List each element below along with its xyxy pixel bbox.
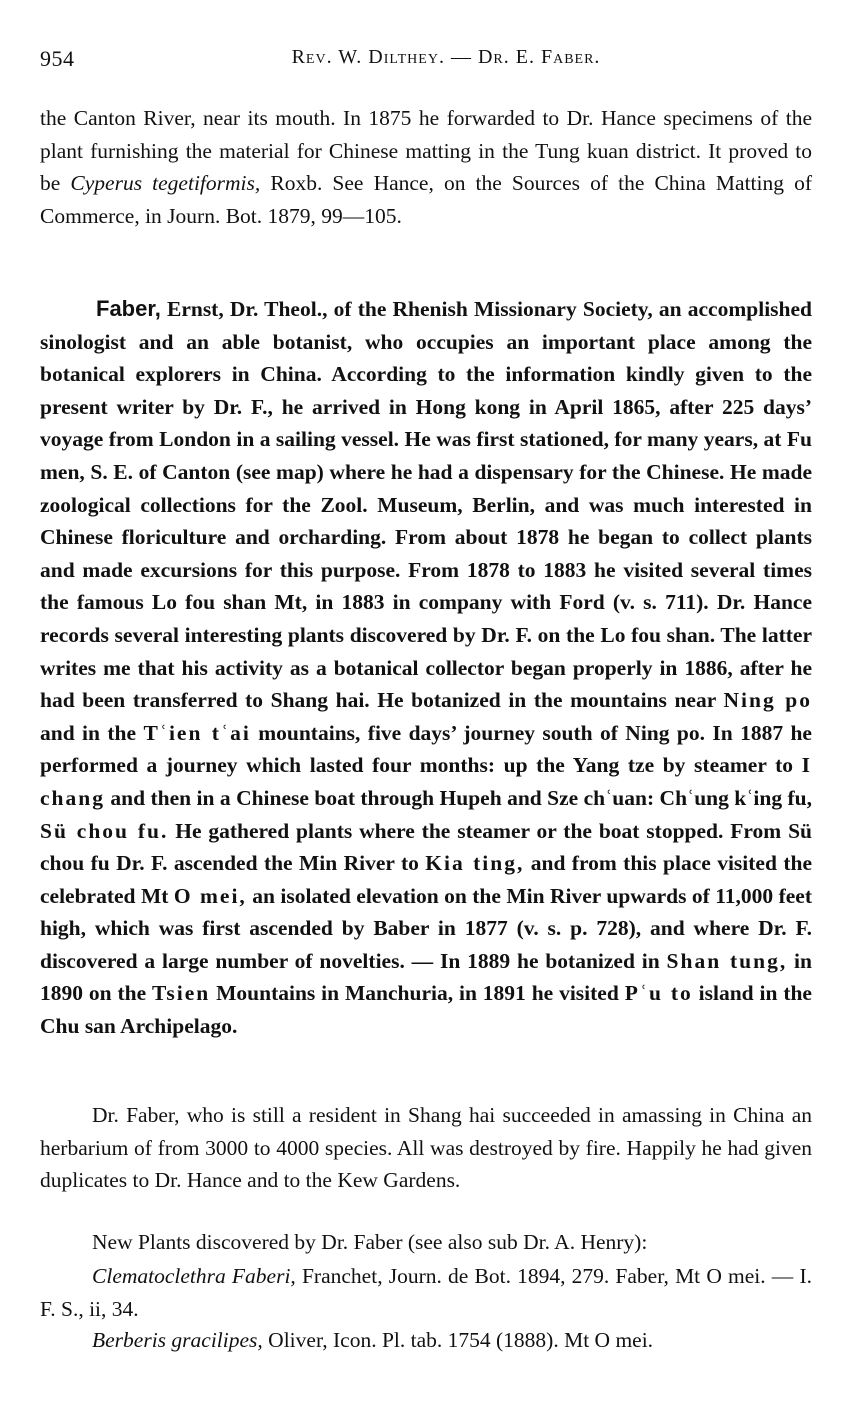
paragraph-new-plants-heading: New Plants discovered by Dr. Faber (see also sub Dr. A. Henry):	[92, 1230, 648, 1254]
species-name: Berberis gracilipes,	[92, 1328, 263, 1352]
plant-entry	[40, 1324, 812, 1357]
plant-entry	[40, 1260, 812, 1325]
running-head: Rev. W. Dilthey. — Dr. E. Faber.	[291, 46, 601, 68]
text-segment: the Canton River, near its mouth. In 1875 he forwarded to Dr. Hance specimens of the plant furnishing the material for Chinese matting in the Tung kuan district. It proved to be	[40, 106, 812, 196]
text-segment: mountains, five days’ journey south of Ning po. In 1887 he performed a journey which lasted four months: up the Yang tze by steamer to	[40, 720, 812, 778]
text-segment: and then in a Chinese boat through Hupeh and Sze chʿuan: Chʿung kʿing fu,	[104, 785, 812, 810]
species-name: Cyperus tegetiformis,	[70, 171, 261, 196]
text-segment: Roxb. See Hance, on the Sources of the China Matting of Commerce, in Journ. Bot. 1879, 99—105.	[40, 171, 813, 228]
text-segment: island in the Chu san Archipelago.	[40, 981, 812, 1039]
place-name: Tʿien tʿai	[143, 720, 251, 745]
place-name: Pʿu to	[624, 981, 693, 1006]
place-name: Sü chou fu.	[40, 818, 169, 843]
place-name: O mei,	[173, 883, 247, 908]
place-name: Ning po	[723, 688, 812, 713]
text-segment: an isolated elevation on the Min River upwards of 11,000 feet high, which was first ascended by Baber in 1877 (v. s. p. 728), and where Dr. F. discovered a large number of novelties. — In 1889 he botanized in	[40, 883, 813, 973]
text-segment: He gathered plants where the steamer or the boat stopped. From Sü chou fu Dr. F. ascended the Min River to	[40, 818, 812, 876]
species-name: Clematoclethra Faberi,	[92, 1264, 296, 1288]
page-number: 954	[40, 46, 75, 71]
paragraph-herbarium: Dr. Faber, who is still a resident in Shang hai succeeded in amassing in China an herbarium of from 3000 to 4000 species. All was destroyed by fire. Happily he had given duplicates to Dr. Hance and to the Kew Gardens.	[40, 1103, 812, 1193]
text-segment: Franchet, Journ. de Bot. 1894, 279. Faber, Mt O mei. — I. F. S., ii, 34.	[40, 1264, 812, 1321]
page-header	[40, 46, 812, 78]
entry-name: Faber,	[96, 296, 161, 321]
text-segment: Ernst, Dr. Theol., of the Rhenish Missionary Society, an accomplished sinologist and an able botanist, who occupies an important place among the botanical explorers in China. According to the information kindly given to the present writer by Dr. F., he arrived in Hong kong in April 1865, after 225 days’ voyage from London in a sailing vessel. He was first stationed, for many years, at Fu men, S. E. of Canton (see map) where he had a dispensary for the Chinese. He made zoological collections for the Zool. Museum, Berlin, and was much interested in Chinese floriculture and orcharding. From about 1878 he began to collect plants and made excursions for this purpose. From 1878 to 1883 he visited several times the famous Lo fou shan Mt, in 1883 in company with Ford (v. s. 711). Dr. Hance records several interesting plants discovered by Dr. F. on the Lo fou shan. The latter writes me that his activity as a botanical collector began properly in 1886, after he had been transferred to Shang hai. He botanized in the mountains near	[40, 297, 812, 713]
place-name: Shan tung,	[666, 948, 788, 973]
paragraph-canton-river	[40, 102, 812, 232]
text-segment: Oliver, Icon. Pl. tab. 1754 (1888). Mt O mei.	[262, 1328, 654, 1352]
text-segment: and from this place visited the celebrated Mt	[40, 851, 812, 908]
place-name: I chang	[40, 753, 812, 810]
text-segment: in 1890 on the	[40, 948, 812, 1006]
place-name: Kia ting,	[425, 851, 525, 876]
place-name: Tsien	[152, 981, 211, 1006]
paragraph-faber-biography	[40, 293, 812, 1043]
text-segment: and in the	[40, 720, 144, 745]
text-segment: Mountains in Manchuria, in 1891 he visited	[210, 981, 625, 1006]
